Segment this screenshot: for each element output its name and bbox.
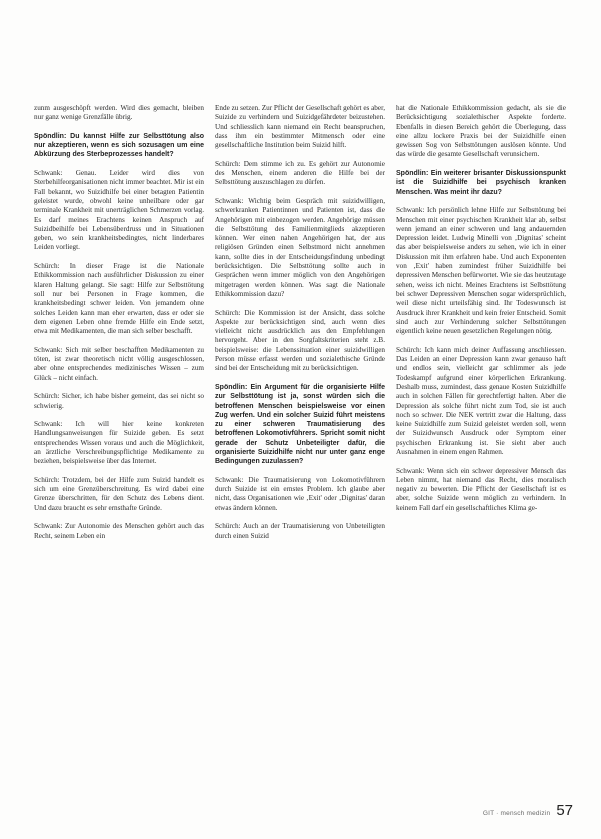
page-number: 57 bbox=[556, 802, 573, 819]
interview-answer: Schwank: Wenn sich ein schwer depressiver Mensch das Leben nimmt, hat niemand das Recht, dies moralisch negativ zu bewerten. Die Pflicht der Gesellschaft ist es aber, solche Suizide wenn möglich zu verhindern. In keinem Fall darf ein gesellschaftliches Klima ge- bbox=[396, 466, 566, 512]
interview-answer: Schwank: Sich mit selber beschafften Medikamenten zu töten, ist zwar theoretisch nicht völlig ausgeschlossen, aber ohne entsprechendes medizinisches Wissen – zum Glück – nicht einfach. bbox=[34, 345, 204, 382]
text-column-2 bbox=[215, 104, 385, 550]
interview-answer: Schwank: Die Traumatisierung von Lokomotivführern durch Suizide ist ein ernstes Problem. Ich glaube aber nicht, dass Organisationen wie ‚Exit' oder ‚Dignitas' daran etwas ändern können. bbox=[215, 475, 385, 512]
interview-answer: Schürch: Auch an der Traumatisierung von Unbeteiligten durch einen Suizid bbox=[215, 522, 385, 540]
page-footer bbox=[483, 802, 573, 819]
interview-question: Spöndlin: Ein weiterer brisanter Diskussionspunkt ist die Suizidhilfe bei psychisch kranken Menschen. Was meint ihr dazu? bbox=[396, 170, 566, 196]
interview-question: Spöndlin: Du kannst Hilfe zur Selbsttötung also nur akzeptieren, wenn es sich sozusagen um eine Abkürzung des Sterbeprozesses handelt? bbox=[34, 132, 204, 159]
interview-question: Spöndlin: Ein Argument für die organisierte Hilfe zur Selbsttötung ist ja, sonst würden sich die betroffenen Menschen beispielsweise vor einen Zug werfen. Und ein solcher Suizid führt meistens zu einer schweren Traumatisierung des betroffenen Lokomotivführers. Spricht somit nicht gerade der Schutz Unbeteiligter dafür, die organisierte Suizidhilfe nicht nur unter ganz enge Bedingungen zuzulassen? bbox=[215, 383, 385, 466]
interview-answer: Schürch: Ich kann mich deiner Auffassung anschliessen. Das Leiden an einer Depression kann zwar genauso haft und endlos sein, vielleicht gar schlimmer als jede Todeskampf aufgrund einer körperlichen Erkrankung. Deshalb muss, zumindest, dass genaue Kosten Suizidhilfe auch in solchen Fällen für gerechtfertigt halten. Aber die Depression als solche führt nicht zum Tod, sie ist auch noch so schwer. Die NEK vertritt zwar die Haltung, dass keine Suizidhilfe zum Suizid geleistet werden soll, wenn der Suizidwunsch Ausdruck oder Symptom einer psychischen Erkrankung ist. Sie sieht aber auch Ausnahmen in einem engen Rahmen. bbox=[396, 345, 566, 456]
interview-answer: Schürch: Trotzdem, bei der Hilfe zum Suizid handelt es sich um eine Grenzüberschreitung. Es wird dabei eine Grenze überschritten, für den Schutz des Lebens dient. Und dazu braucht es sehr ernsthafte Gründe. bbox=[34, 475, 204, 512]
interview-answer: Ende zu setzen. Zur Pflicht der Gesellschaft gehört es aber, Suizide zu verhindern und Suizidgefährdeter beizustehen. Und schliesslich kann niemand ein Recht beanspruchen, dass ihm ein bestimmter Mitmensch oder eine gesellschaftliche Institution beim Suizid hilft. bbox=[215, 104, 385, 150]
interview-answer: Schwank: Genau. Leider wird dies von Sterbehilfeorganisationen nicht immer beachtet. Mir ist ein Fall bekannt, wo Suizidhilfe bei einer betagten Patientin geleistet wurde, obwohl keine unheilbare oder gar terminale Krankheit mit unerträglichen Schmerzen vorlag. Es darf meines Erachtens keinen Anspruch auf Suizidbeihilfe bei Lebensüberdruss und in Situationen geben, wo sein krankheitsbedingtes, nicht linderbares Leiden vorliegt. bbox=[34, 169, 204, 252]
interview-answer: Schwank: Zur Autonomie des Menschen gehört auch das Recht, seinem Leben ein bbox=[34, 522, 204, 540]
interview-answer: Schwank: Wichtig beim Gespräch mit suizidwilligen, schwerkranken Patientinnen und Patienten ist, dass die Angehörigen mit einbezogen werden. Angehörige müssen die Selbsttötung des Familienmitglieds akzeptieren können. Wer einen nahen Angehörigen hat, der aus religiösen Gründen einen Selbstmord nicht annehmen kann, sollte dies in der Entscheidungsfindung unbedingt berücksichtigen. Die Selbsttötung sollte auch in Gesprächen wenn immer möglich von den Angehörigen mitgetragen werden können. Was sagt die Nationale Ethikkommission dazu? bbox=[215, 196, 385, 298]
interview-answer: Schwank: Ich persönlich lehne Hilfe zur Selbsttötung bei Menschen mit einer psychischen Krankheit klar ab, selbst wenn jemand an einer schweren und lang andauernden Depression leidet. Ludwig Minelli von ‚Dignitas' scheint das aber beispielsweise anders zu sehen, wie ich in einer Diskussion mit ihm erfahren habe. Und auch Exponenten von ‚Exit' haben zumindest früher Suizidhilfe bei depressiven Menschen befürwortet. Wie sie das heutzutage sehen, weiss ich nicht. Meines Erachtens ist Selbsttötung bei schwer Depressiven Menschen sogar widersprüchlich, weil diese nicht urteilsfähig sind. Ihr Todeswunsch ist Ausdruck ihrer Krankheit und kein freier Entscheid. Somit sind auch zur Verhinderung solcher Selbsttötungen eigentlich keine neuen gesetzlichen Regelungen nötig. bbox=[396, 206, 566, 336]
interview-answer: hat die Nationale Ethikkommission gedacht, als sie die Berücksichtigung sozialethischer Aspekte forderte. Ebenfalls in diesen Bereich gehört die Überlegung, dass eine allzu lockere Praxis bei der Suizidhilfe einen gewissen Sog von Selbsttötungen auslösen könnte. Und das würde die gesamte Gesellschaft verunsichern. bbox=[396, 104, 566, 159]
text-column-3 bbox=[396, 104, 566, 522]
interview-answer: Schürch: Dem stimme ich zu. Es gehört zur Autonomie des Menschen, einem anderen die Hilfe bei der Selbsttötung auszuschlagen zu dürfen. bbox=[215, 159, 385, 187]
interview-answer: zunm ausgeschöpft werden. Wird dies gemacht, bleiben nur ganz wenige Grenzfälle übrig. bbox=[34, 104, 204, 122]
text-column-1 bbox=[34, 104, 204, 550]
interview-answer: Schürch: Sicher, ich habe bisher gemeint, das sei nicht so schwierig. bbox=[34, 392, 204, 410]
interview-answer: Schürch: In dieser Frage ist die Nationale Ethikkommission nach ausführlicher Diskussion zu einer klaren Haltung gelangt. Sie sagt: Hilfe zur Selbsttötung soll nur bei Personen in Frage kommen, die krankheitsbedingt schwer leiden. Von jemandem ohne solches Leiden kann man eher erwarten, dass er oder sie dem eigenen Leben ohne fremde Hilfe ein Ende setzt, etwa mit Medikamenten, die man sich selber beschafft. bbox=[34, 262, 204, 336]
interview-answer: Schwank: Ich will hier keine konkreten Handlungsanweisungen für Suizide geben. Es setzt entsprechendes Wissen voraus und auch die Möglichkeit, an ärztliche Verschreibungspflichtige Medikamente zu beziehen, beispielsweise über das Internet. bbox=[34, 420, 204, 466]
publication-name: GIT · mensch medizin bbox=[482, 810, 551, 817]
interview-answer: Schürch: Die Kommission ist der Ansicht, dass solche Aspekte zur berücksichtigen sind, auch wenn dies vielleicht nicht ausdrücklich aus den Empfehlungen hervorgeht. Aber in den Sorgfaltskriterien steht z.B. beispielsweise: die Lebenssituation einer suizidwilligen Person müsse erfasst werden und sozialethische Gründe sind bei der Entscheidung mit zu berücksichtigen. bbox=[215, 308, 385, 373]
